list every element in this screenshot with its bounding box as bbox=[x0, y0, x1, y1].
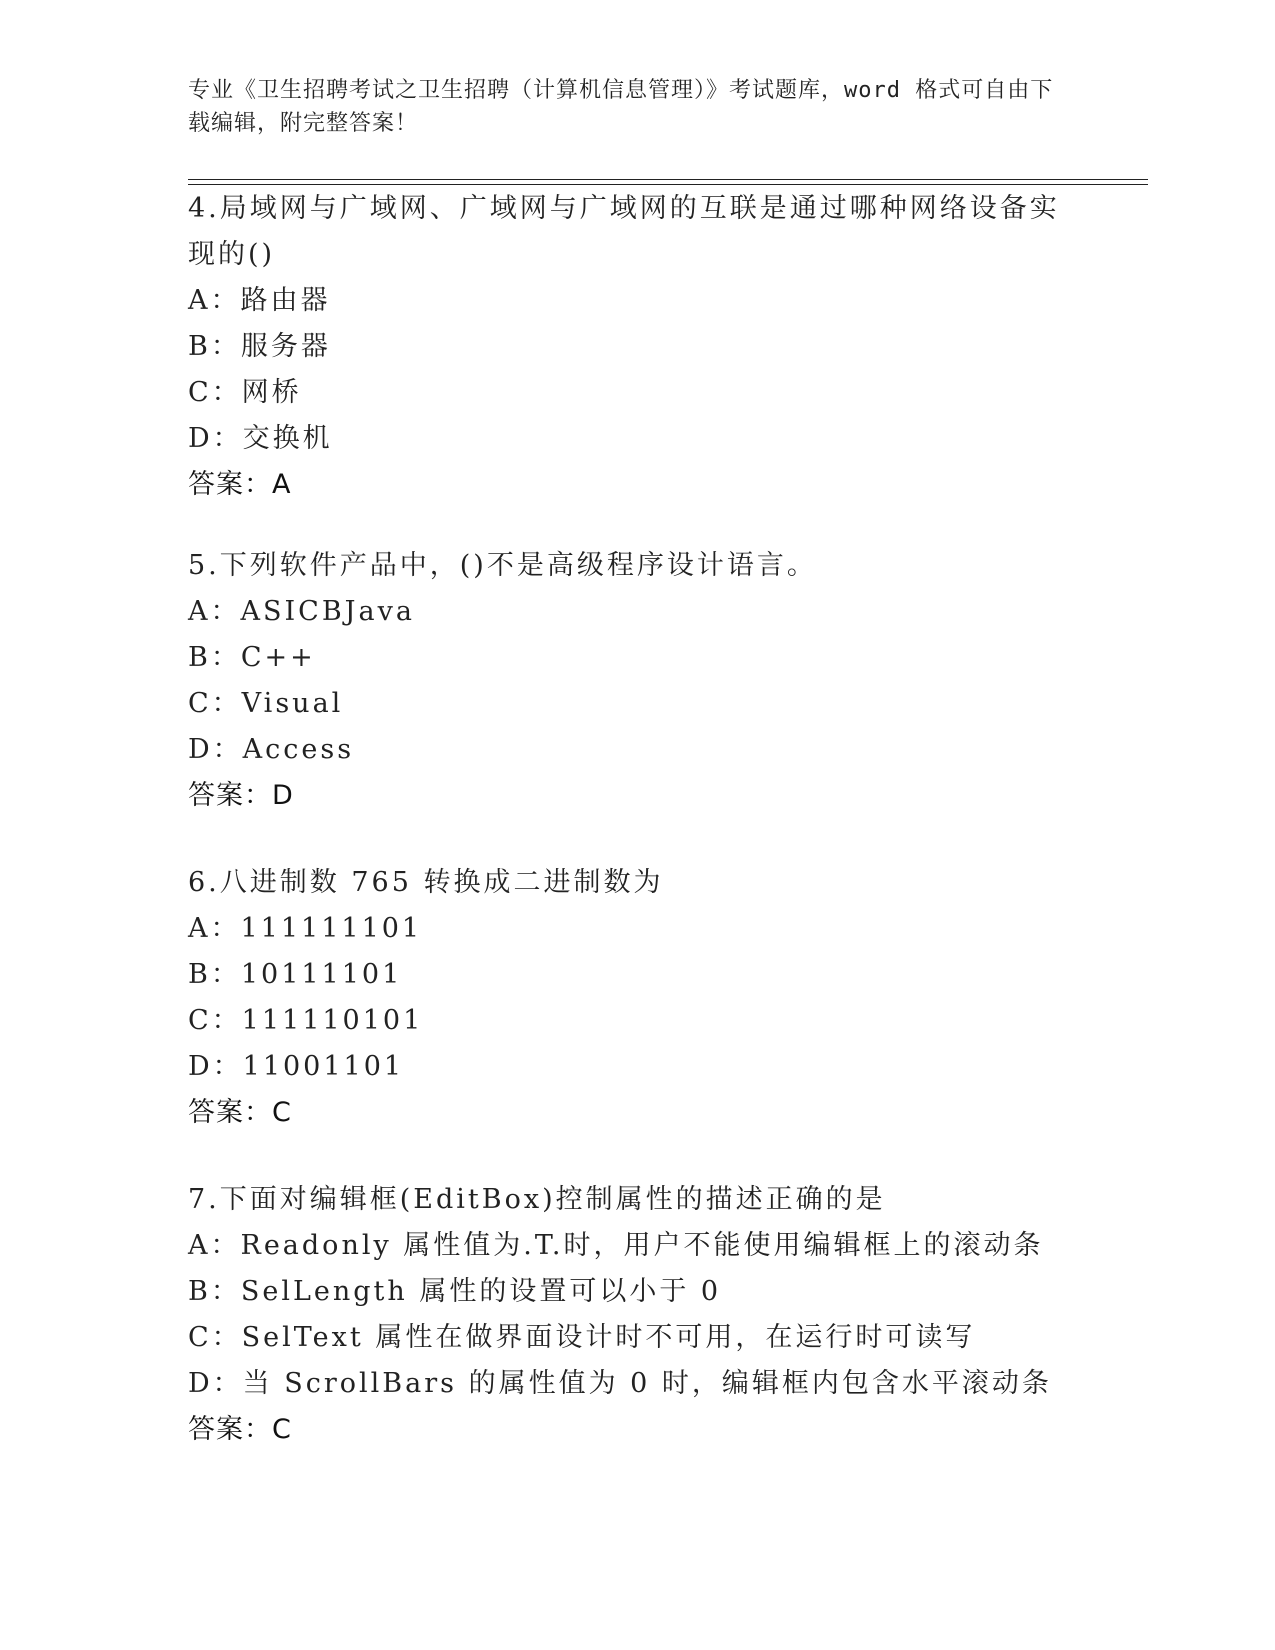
divider-bottom bbox=[188, 184, 1148, 185]
option-b: B：SelLength 属性的设置可以小于 0 bbox=[188, 1276, 722, 1307]
option-c: C：网桥 bbox=[188, 377, 302, 408]
question-5 bbox=[188, 543, 1128, 819]
option-d: D：11001101 bbox=[188, 1051, 405, 1082]
answer-value: C bbox=[272, 1414, 292, 1445]
option-b: B：C++ bbox=[188, 642, 316, 673]
answer-value: A bbox=[272, 469, 292, 500]
answer bbox=[188, 1090, 1128, 1136]
option-c: C：SelText 属性在做界面设计时不可用，在运行时可读写 bbox=[188, 1322, 976, 1353]
answer bbox=[188, 462, 1128, 508]
answer-value: D bbox=[272, 780, 294, 811]
option-d: D：Access bbox=[188, 734, 355, 765]
answer bbox=[188, 1407, 1128, 1453]
question-text: 7.下面对编辑框(EditBox)控制属性的描述正确的是 bbox=[188, 1184, 886, 1215]
question-text: 6.八进制数 765 转换成二进制数为 bbox=[188, 867, 664, 898]
answer-label: 答案： bbox=[188, 1097, 272, 1128]
question-7 bbox=[188, 1177, 1128, 1453]
option-d: D：交换机 bbox=[188, 423, 333, 454]
answer-value: C bbox=[272, 1097, 292, 1128]
answer-label: 答案： bbox=[188, 469, 272, 500]
option-b: B：10111101 bbox=[188, 959, 403, 990]
answer-label: 答案： bbox=[188, 780, 272, 811]
document-intro: 专业《卫生招聘考试之卫生招聘（计算机信息管理）》考试题库，word 格式可自由下载编辑，附完整答案！ bbox=[188, 78, 1054, 136]
divider-top bbox=[188, 179, 1148, 180]
option-a: A：ASICBJava bbox=[188, 596, 415, 627]
answer bbox=[188, 773, 1128, 819]
option-c: C：Visual bbox=[188, 688, 344, 719]
option-a: A：Readonly 属性值为.T.时，用户不能使用编辑框上的滚动条 bbox=[188, 1230, 1044, 1261]
answer-label: 答案： bbox=[188, 1414, 272, 1445]
option-a: A：111111101 bbox=[188, 913, 423, 944]
option-d: D：当 ScrollBars 的属性值为 0 时，编辑框内包含水平滚动条 bbox=[188, 1368, 1052, 1399]
question-text: 4.局域网与广域网、广域网与广域网的互联是通过哪种网络设备实现的() bbox=[188, 193, 1060, 270]
option-b: B：服务器 bbox=[188, 331, 331, 362]
question-4 bbox=[188, 186, 1128, 508]
question-6 bbox=[188, 860, 1128, 1136]
option-a: A：路由器 bbox=[188, 285, 331, 316]
question-text: 5.下列软件产品中，()不是高级程序设计语言。 bbox=[188, 550, 817, 581]
option-c: C：111110101 bbox=[188, 1005, 424, 1036]
